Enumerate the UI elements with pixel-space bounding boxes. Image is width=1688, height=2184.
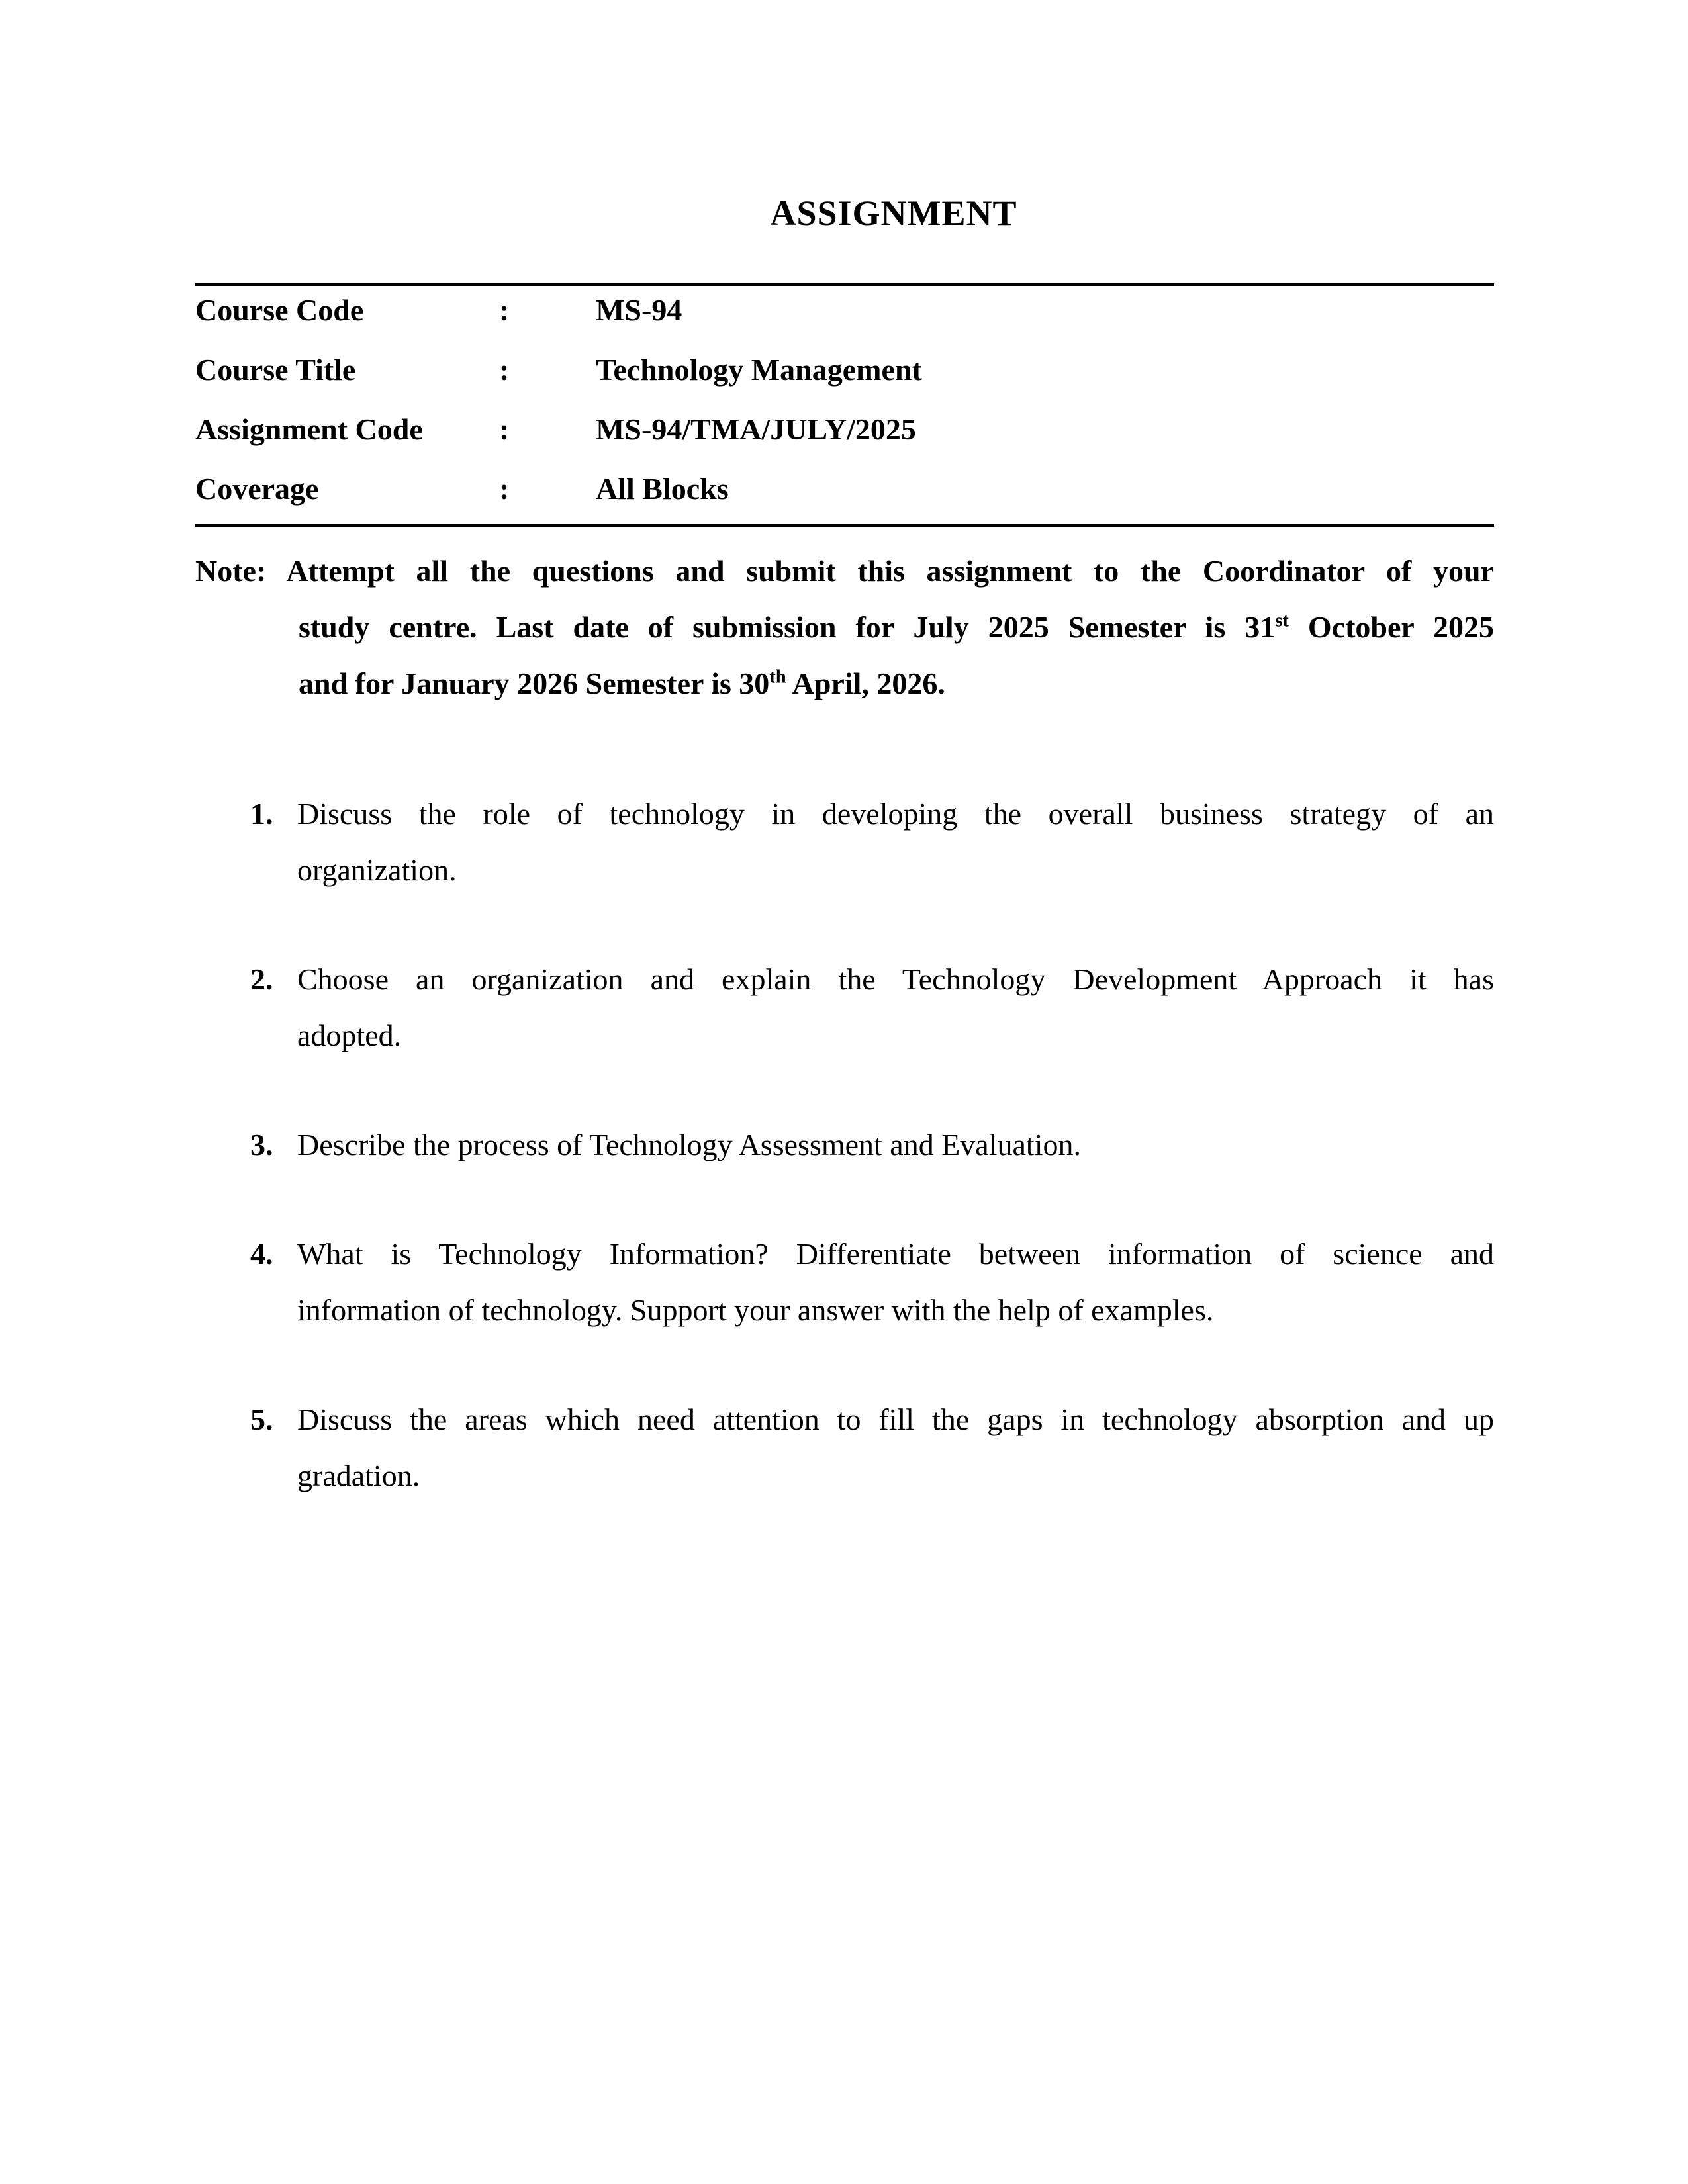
question-line: Choose an organization and explain the Technology Development Approach it has: [297, 962, 1494, 996]
question-number: 4.: [250, 1237, 273, 1271]
question-list: [195, 786, 1494, 1504]
question-line: organization.: [297, 853, 457, 887]
note-text: and for January 2026 Semester is 30: [299, 666, 770, 700]
question-line: Describe the process of Technology Assessment and Evaluation.: [297, 1128, 1081, 1161]
row-value: All Blocks: [596, 472, 729, 506]
note-line: [299, 655, 1494, 711]
row-label: Assignment Code: [195, 412, 423, 446]
question-text: [297, 951, 1494, 1064]
row-label: Course Title: [195, 353, 356, 387]
question-number: 2.: [250, 962, 273, 996]
row-separator: :: [499, 353, 510, 387]
note-paragraph: [195, 543, 1494, 711]
question-line: gradation.: [297, 1459, 420, 1492]
question-line: What is Technology Information? Differentiate between information of science and: [297, 1237, 1494, 1271]
row-separator: :: [499, 412, 510, 446]
table-row: [195, 345, 1494, 405]
superscript-ordinal: st: [1275, 610, 1289, 631]
row-separator: :: [499, 293, 510, 327]
note-text: April, 2026.: [786, 666, 945, 700]
question-text: [297, 1226, 1494, 1338]
note-line: [299, 599, 1494, 655]
question-item-5: [195, 1391, 1494, 1504]
note-text: study centre. Last date of submission for July 2025 Semester is 31: [299, 610, 1276, 644]
course-info-table: [195, 283, 1494, 527]
row-separator: :: [499, 472, 510, 506]
row-label: Course Code: [195, 293, 364, 327]
table-row: [195, 286, 1494, 345]
question-item-4: [195, 1226, 1494, 1338]
row-value: MS-94/TMA/JULY/2025: [596, 412, 916, 446]
superscript-ordinal: th: [769, 666, 786, 688]
table-row: [195, 405, 1494, 465]
row-label: Coverage: [195, 472, 319, 506]
row-value: MS-94: [596, 293, 682, 327]
question-item-2: [195, 951, 1494, 1064]
question-text: [297, 1116, 1494, 1173]
question-line: adopted.: [297, 1019, 402, 1052]
row-value: Technology Management: [596, 353, 922, 387]
note-text: October 2025: [1288, 610, 1494, 644]
question-text: [297, 1391, 1494, 1504]
question-number: 5.: [250, 1402, 273, 1436]
note-line: Note: Attempt all the questions and submit this assignment to the Coordinator of your: [195, 554, 1494, 588]
question-line: Discuss the role of technology in developing the overall business strategy of an: [297, 797, 1494, 831]
question-line: Discuss the areas which need attention to fill the gaps in technology absorption and up: [297, 1402, 1494, 1436]
question-number: 3.: [250, 1128, 273, 1161]
question-number: 1.: [250, 797, 273, 831]
question-item-3: [195, 1116, 1494, 1173]
question-text: [297, 786, 1494, 898]
question-item-1: [195, 786, 1494, 898]
page-title: ASSIGNMENT: [770, 193, 1017, 233]
table-row: [195, 465, 1494, 524]
question-line: information of technology. Support your answer with the help of examples.: [297, 1293, 1214, 1327]
